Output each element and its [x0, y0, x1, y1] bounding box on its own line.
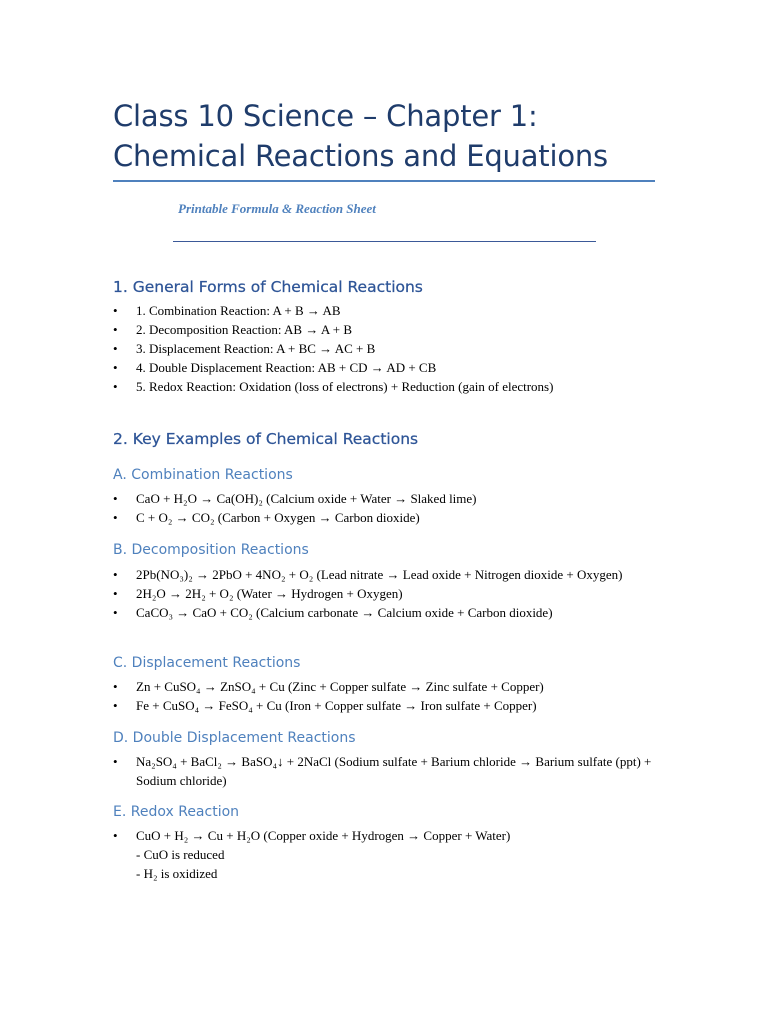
list-item-text: 3. Displacement Reaction: A + BC → AC + B [136, 341, 376, 356]
redox-note-oxidized: - H₂ is oxidized [136, 866, 218, 881]
list-item [113, 584, 653, 603]
list-item-text: 2. Decomposition Reaction: AB → A + B [136, 322, 353, 337]
list-item-text: Fe + CuSO₄ → FeSO₄ + Cu (Iron + Copper sulfate → Iron sulfate + Copper) [136, 698, 537, 713]
subheading-redox: E. Redox Reaction [113, 804, 240, 820]
list-item-text: 2Pb(NO₃)₂ → 2PbO + 4NO₂ + O₂ (Lead nitrate → Lead oxide + Nitrogen dioxide + Oxygen) [136, 567, 623, 582]
list-item [113, 301, 653, 320]
list-item-text: C + O₂ → CO₂ (Carbon + Oxygen → Carbon dioxide) [136, 510, 420, 525]
bullet-icon: • [113, 510, 118, 525]
bullet-icon: • [113, 679, 118, 694]
list-item-text: 5. Redox Reaction: Oxidation (loss of electrons) + Reduction (gain of electrons) [136, 379, 554, 394]
list-item [113, 603, 653, 622]
list-item-text: Zn + CuSO₄ → ZnSO₄ + Cu (Zinc + Copper sulfate → Zinc sulfate + Copper) [136, 679, 544, 694]
bullet-icon: • [113, 605, 118, 620]
subheading-double-displacement: D. Double Displacement Reactions [113, 730, 356, 746]
bullet-icon: • [113, 322, 118, 337]
redox-note-reduced: - CuO is reduced [136, 847, 225, 862]
list-item [113, 489, 653, 508]
list-item-text: 1. Combination Reaction: A + B → AB [136, 303, 341, 318]
list-item-text: 4. Double Displacement Reaction: AB + CD → AD + CB [136, 360, 437, 375]
bullet-icon: • [113, 491, 118, 506]
section-heading-key-examples: 2. Key Examples of Chemical Reactions [113, 430, 419, 448]
bullet-icon: • [113, 698, 118, 713]
bullet-icon: • [113, 828, 118, 843]
list-item [113, 565, 653, 584]
general-forms-list [113, 301, 653, 396]
page-title: Class 10 Science – Chapter 1: Chemical Reactions and Equations [113, 99, 608, 173]
list-item [113, 339, 653, 358]
list-item [113, 826, 653, 883]
subheading-decomposition: B. Decomposition Reactions [113, 542, 309, 558]
bullet-icon: • [113, 360, 118, 375]
bullet-icon: • [113, 567, 118, 582]
list-item [113, 752, 653, 790]
list-item [113, 696, 653, 715]
subtitle-divider [173, 241, 596, 242]
bullet-icon: • [113, 754, 118, 769]
title-divider [113, 180, 655, 182]
list-item-text: CuO + H₂ → Cu + H₂O (Copper oxide + Hydrogen → Copper + Water) [136, 828, 511, 843]
list-item-text: CaO + H₂O → Ca(OH)₂ (Calcium oxide + Water → Slaked lime) [136, 491, 477, 506]
displacement-list [113, 677, 653, 715]
bullet-icon: • [113, 341, 118, 356]
page-subtitle: Printable Formula & Reaction Sheet [178, 201, 376, 216]
list-item [113, 677, 653, 696]
list-item-text: 2H₂O → 2H₂ + O₂ (Water → Hydrogen + Oxygen) [136, 586, 403, 601]
bullet-icon: • [113, 586, 118, 601]
decomposition-list [113, 565, 653, 622]
list-item [113, 377, 653, 396]
subheading-combination: A. Combination Reactions [113, 467, 293, 483]
section-heading-general-forms: 1. General Forms of Chemical Reactions [113, 278, 423, 296]
subheading-displacement: C. Displacement Reactions [113, 655, 301, 671]
bullet-icon: • [113, 379, 118, 394]
list-item [113, 320, 653, 339]
redox-list [113, 826, 653, 883]
list-item-text: Na₂SO₄ + BaCl₂ → BaSO₄↓ + 2NaCl (Sodium sulfate + Barium chloride → Barium sulfate (ppt) + Sodium chloride) [136, 754, 652, 788]
list-item [113, 358, 653, 377]
double-displacement-list [113, 752, 653, 790]
combination-list [113, 489, 653, 527]
list-item [113, 508, 653, 527]
bullet-icon: • [113, 303, 118, 318]
list-item-text: CaCO₃ → CaO + CO₂ (Calcium carbonate → Calcium oxide + Carbon dioxide) [136, 605, 553, 620]
